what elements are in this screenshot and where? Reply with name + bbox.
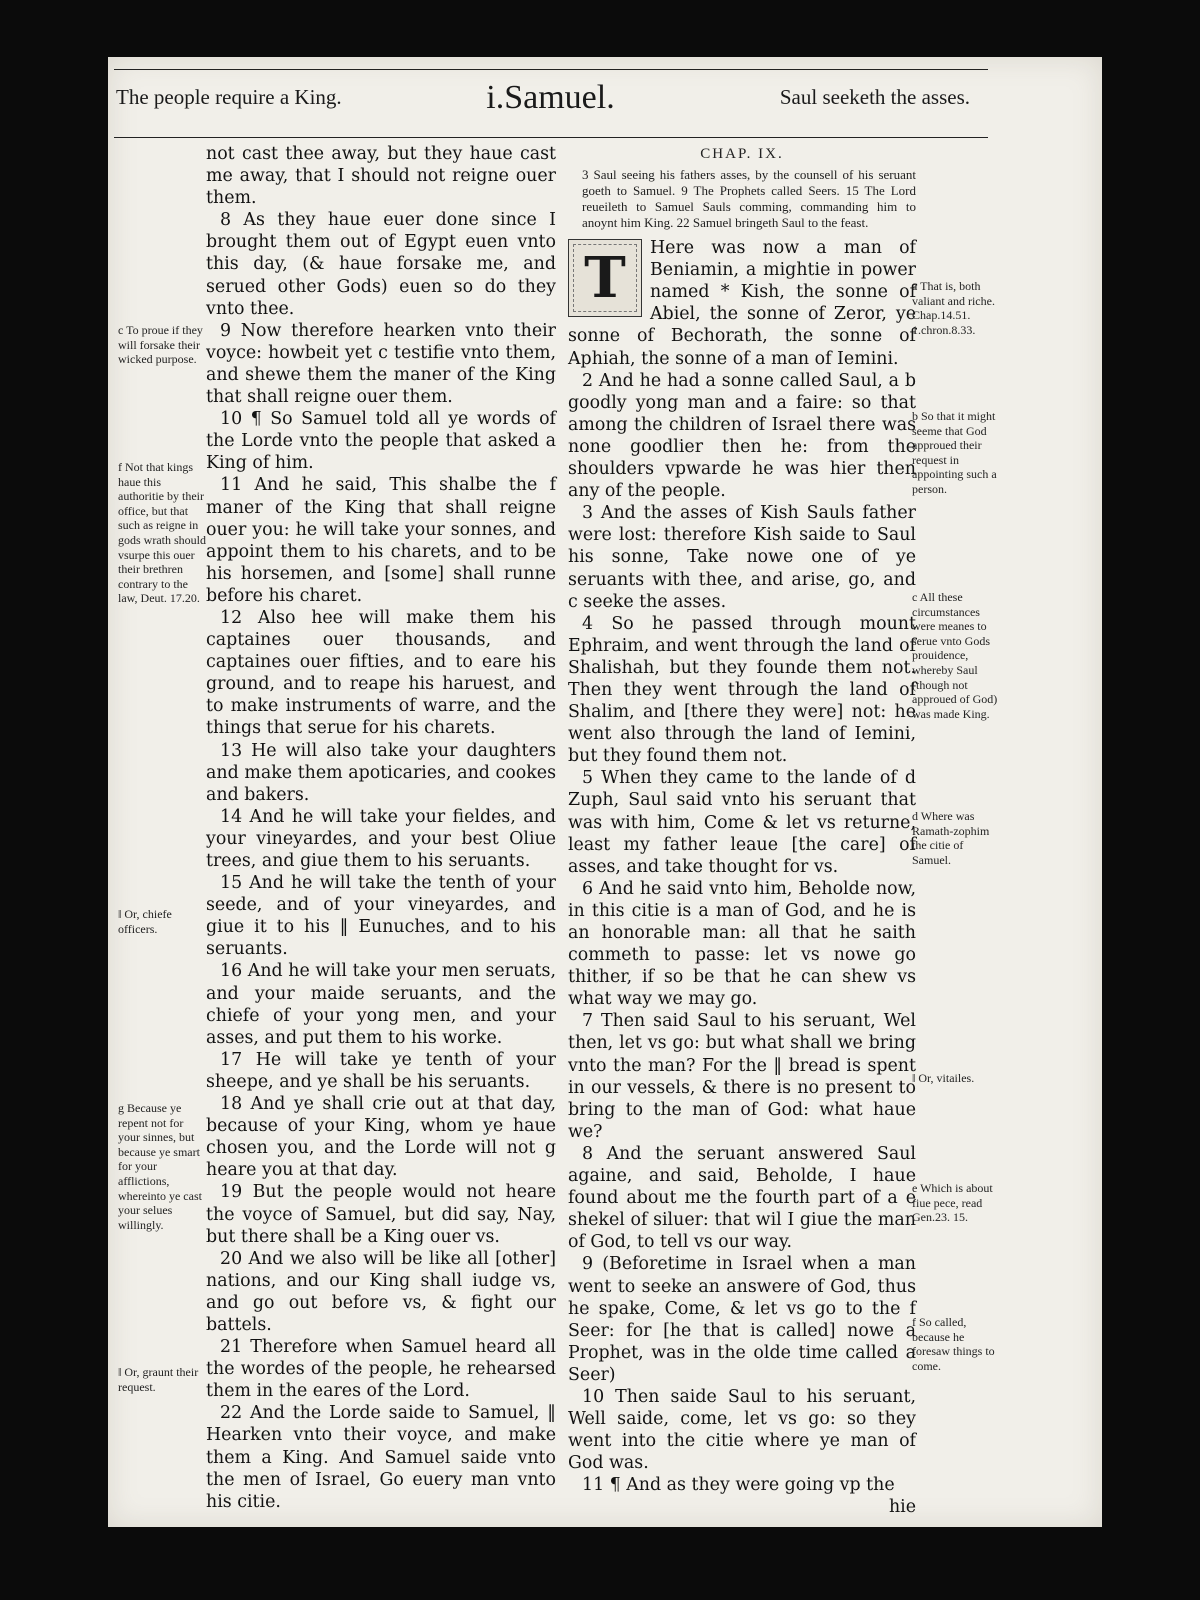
verse-1: Here was now a man of Beniamin, a mightie in power named * Kish, the sonne of Abiel, the sonne of Zeror, ye sonne of Bechorath, the sonne of Aphiah, the sonne of a man of Iemini. xyxy=(568,238,916,369)
verse-20: 20 And we also will be like all [other] nations, and our King shall iudge vs, and go out before vs, & fight our battels. xyxy=(206,1248,556,1335)
margin-note-vitailes: ‖ Or, vitailes. xyxy=(912,1071,975,1085)
margin-note-d: d Where was Ramath-zophim the citie of Samuel. xyxy=(912,809,990,867)
margin-note-eunuches: ‖ Or, chiefe officers. xyxy=(118,907,172,936)
running-head-left: The people require a King. xyxy=(116,85,342,109)
right-text-column xyxy=(568,143,916,1519)
decorated-initial xyxy=(568,239,642,317)
verse-10: 10 Then saide Saul to his seruant, Well saide, come, let vs go: so they went into the citie where ye man of God was. xyxy=(568,1386,916,1474)
verse-22: 22 And the Lorde saide to Samuel, ‖ Hearken vnto their voyce, and make them a King. And Samuel saide vnto the men of Israel, Go euery man vnto his citie. xyxy=(206,1403,556,1512)
margin-note-c-right: c All these circumstances were meanes to serue vnto Gods prouidence, whereby Saul (though not approued of God) was made King. xyxy=(912,590,998,721)
verse-7: 7 Then said Saul to his seruant, Wel then, let vs go: but what shall we bring vnto the man? For the ‖ bread is spent in our vessels, & there is no present to bring to the man of God: what haue we? xyxy=(568,1011,916,1142)
verse-continuation: not cast thee away, but they haue cast me away, that I should not reigne ouer them. xyxy=(206,144,556,209)
verse-19: 19 But the people would not heare the voyce of Samuel, but did say, Nay, but there shall be a King ouer vs. xyxy=(206,1182,556,1247)
margin-note-e: e Which is about fiue pece, read Gen.23. 15. xyxy=(912,1181,993,1225)
verse-4: 4 So he passed through mount Ephraim, and went through the land of Shalishah, but they founde them not. Then they went through the land of Shalim, and [there they were] not: he went also through the land of Iemini, but they found them not. xyxy=(568,613,916,767)
verse-3: 3 And the asses of Kish Sauls father were lost: therefore Kish saide to Saul his sonne, Take nowe one of ye seruants with thee, and arise, go, and c seeke the asses. xyxy=(568,503,916,612)
margin-note-graunt: ‖ Or, graunt their request. xyxy=(118,1365,199,1394)
margin-note-a: a That is, both valiant and riche. Chap.14.51. 1.chron.8.33. xyxy=(912,279,995,337)
verse-12: 12 Also hee will make them his captaines ouer thousands, and captaines ouer fifties, and to eare his ground, and to reape his haruest, and to make instruments of warre, and the things that serue for his charets. xyxy=(206,607,556,739)
chapter-argument: 3 Saul seeing his fathers asses, by the counsell of his seruant goeth to Samuel. 9 The Prophets called Seers. 15 The Lord reueileth to Samuel Sauls comming, commanding him to anoynt him King. 22 Samuel bringeth Saul to the feast. xyxy=(582,167,916,231)
margin-note-c: c To proue if they will forsake their wicked purpose. xyxy=(118,323,203,367)
verse-15: 15 And he will take the tenth of your seede, and of your vineyardes, and giue it to his ‖ Eunuches, and to his seruants. xyxy=(206,873,556,960)
decorated-initial-letter: T xyxy=(584,245,626,312)
header-bottom-rule xyxy=(114,137,988,138)
verse-5: 5 When they came to the lande of d Zuph, Saul said vnto his seruant that was with him, Come & let vs returne, least my father leaue [the care] of asses, and take thought for vs. xyxy=(568,768,916,877)
catchword: hie xyxy=(888,1497,916,1518)
verse-14: 14 And he will take your fieldes, and your vineyardes, and your best Oliue trees, and giue them to his seruants. xyxy=(206,806,556,871)
bible-page xyxy=(108,57,1102,1527)
verse-8: 8 And the seruant answered Saul againe, and said, Beholde, I haue found about me the fourth part of a e shekel of siluer: that wil I giue the man of God, to tell vs our way. xyxy=(568,1143,916,1253)
left-text-column xyxy=(206,143,556,1513)
margin-note-f: f Not that kings haue this authoritie by their office, but that such as reigne in gods wrath should vsurpe this ouer their brethren contrary to the law, Deut. 17.20. xyxy=(118,460,206,606)
running-head-book-title: i.Samuel. xyxy=(486,79,615,116)
verse-17: 17 He will take ye tenth of your sheepe, and ye shall be his seruants. xyxy=(206,1049,556,1092)
chapter-heading: CHAP. IX. xyxy=(700,146,784,162)
verse-11: 11 And he said, This shalbe the f maner of the King that shall reigne ouer you: he will take your sonnes, and appoint them to his charets, and to be his horsemen, and [some] shall runne before his charet. xyxy=(206,475,556,606)
verse-10: 10 ¶ So Samuel told all ye words of the Lorde vnto the people that asked a King of him. xyxy=(206,409,556,474)
verse-16: 16 And he will take your men seruats, and your maide seruants, and the chiefe of your yong men, and your asses, and put them to his worke. xyxy=(206,961,556,1048)
margin-note-b: b So that it might seeme that God approued their request in appointing such a person. xyxy=(912,409,997,496)
verse-6: 6 And he said vnto him, Beholde now, in this citie is a man of God, and he is an honorable man: all that he saith commeth to passe: let vs nowe go thither, if so be that he can shew vs what way we may go. xyxy=(568,878,916,1010)
margin-note-f-right: f So called, because he foresaw things to come. xyxy=(912,1315,995,1373)
verse-13: 13 He will also take your daughters and make them apoticaries, and cookes and bakers. xyxy=(206,740,556,805)
verse-9: 9 (Beforetime in Israel when a man went to seeke an answere of God, thus he spake, Come, & let vs go to the f Seer: for [he that is called] nowe a Prophet, was in the olde time called a Seer) xyxy=(568,1254,916,1385)
header-top-rule xyxy=(114,69,988,70)
margin-note-g: g Because ye repent not for your sinnes, but because ye smart for your afflictions, whereinto ye cast your selues willingly. xyxy=(118,1101,202,1232)
verse-2: 2 And he had a sonne called Saul, a b goodly yong man and a faire: so that among the children of Israel there was none goodlier then he: from the shoulders vpwarde he was hier then any of the people. xyxy=(568,370,916,502)
verse-9: 9 Now therefore hearken vnto their voyce: howbeit yet c testifie vnto them, and shewe them the maner of the King that shall reigne ouer them. xyxy=(206,320,556,408)
verse-8: 8 As they haue euer done since I brought them out of Egypt euen vnto this day, (& haue forsake me, and serued other Gods) euen so do they vnto thee. xyxy=(206,210,556,319)
running-head-right: Saul seeketh the asses. xyxy=(779,85,970,109)
verse-11: 11 ¶ And as they were going vp the xyxy=(582,1475,895,1496)
verse-18: 18 And ye shall crie out at that day, because of your King, whom ye haue chosen you, and the Lorde will not g heare you at that day. xyxy=(206,1094,556,1181)
verse-21: 21 Therefore when Samuel heard all the wordes of the people, he rehearsed them in the eares of the Lord. xyxy=(206,1337,556,1402)
